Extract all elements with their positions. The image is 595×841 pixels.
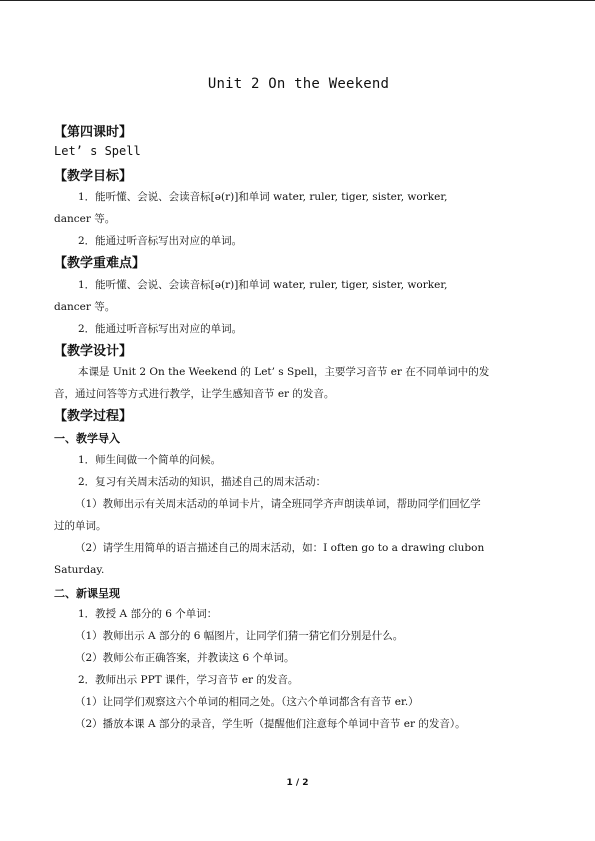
- intro-line-1: 1．师生间做一个简单的问候。: [78, 454, 222, 466]
- new-lesson-line-5: （1）让同学们观察这六个单词的相同之处。（这六个单词都含有音节 er.）: [75, 696, 419, 708]
- key-points-line-1-cont: dancer 等。: [54, 301, 116, 313]
- goals-heading: 【教学目标】: [54, 169, 133, 184]
- intro-heading: 一、教学导入: [54, 432, 120, 445]
- design-line-1-cont: 音，通过问答等方式进行教学，让学生感知音节 er 的发音。: [54, 388, 335, 400]
- new-lesson-line-4: 2．教师出示 PPT 课件，学习音节 er 的发音。: [78, 674, 299, 686]
- intro-line-3: （1）教师出示有关周末活动的单词卡片，请全班同学齐声朗读单词，帮助同学们回忆学: [75, 498, 481, 510]
- key-points-line-1: 1．能听懂、会说、会读音标[ə(r)]和单词 water, ruler, tiger, sister, worker,: [78, 279, 448, 291]
- lesson-heading: 【第四课时】: [54, 125, 133, 140]
- goals-line-2: 2．能通过听音标写出对应的单词。: [78, 235, 243, 247]
- key-points-heading: 【教学重难点】: [54, 256, 146, 271]
- goals-line-1-cont: dancer 等。: [54, 213, 116, 225]
- design-heading: 【教学设计】: [54, 344, 133, 359]
- document-title: Unit 2 On the Weekend: [207, 76, 390, 92]
- key-points-line-2: 2．能通过听音标写出对应的单词。: [78, 323, 243, 335]
- top-rule: [0, 0, 595, 1]
- lesson-subtitle: Let’ s Spell: [54, 144, 141, 158]
- new-lesson-heading: 二、新课呈现: [54, 587, 120, 600]
- intro-line-4: （2）请学生用简单的语言描述自己的周末活动，如：I often go to a drawing clubon: [75, 542, 485, 554]
- goals-line-1: 1．能听懂、会说、会读音标[ə(r)]和单词 water, ruler, tiger, sister, worker,: [78, 191, 448, 203]
- new-lesson-line-6: （2）播放本课 A 部分的录音，学生听（提醒他们注意每个单词中音节 er 的发音）。: [75, 718, 466, 730]
- new-lesson-line-1: 1．教授 A 部分的 6 个单词：: [78, 608, 218, 620]
- intro-line-3-cont: 过的单词。: [54, 520, 107, 532]
- process-heading: 【教学过程】: [54, 409, 133, 424]
- intro-line-4-cont: Saturday.: [54, 564, 105, 576]
- page-number: 1 / 2: [286, 778, 309, 788]
- intro-line-2: 2．复习有关周末活动的知识，描述自己的周末活动：: [78, 476, 327, 488]
- new-lesson-line-2: （1）教师出示 A 部分的 6 幅图片，让同学们猜一猜它们分别是什么。: [75, 630, 404, 642]
- design-line-1: 本课是 Unit 2 On the Weekend 的 Let’ s Spell，主要学习音节 er 在不同单词中的发: [78, 366, 490, 378]
- new-lesson-line-3: （2）教师公布正确答案，并教读这 6 个单词。: [75, 652, 295, 664]
